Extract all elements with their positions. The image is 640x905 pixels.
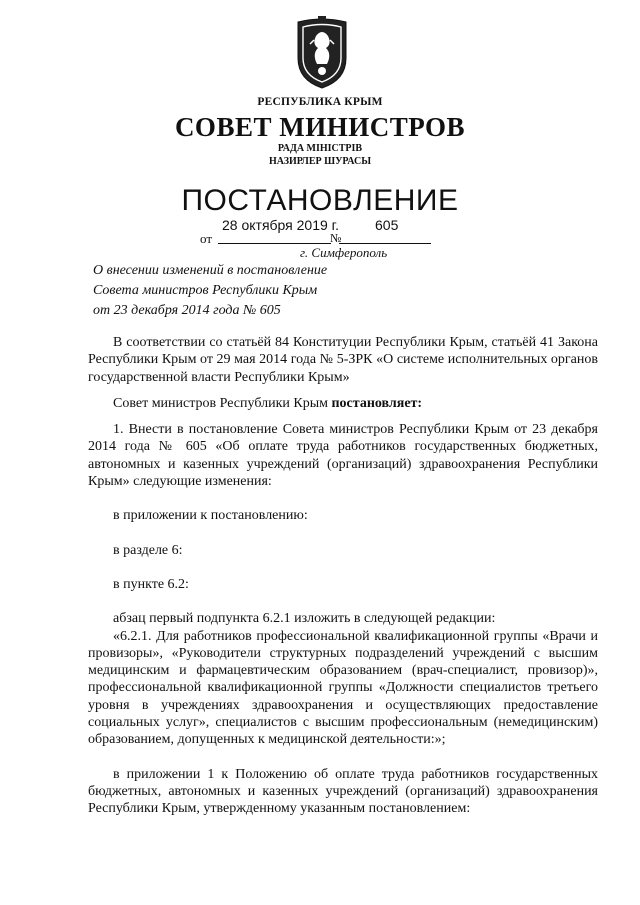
paragraph-appendix-1: в приложении 1 к Положению об оплате труда работников государственных бюджетных, автономных и казенных учреждений (организаций) здравоохранения Республики Крым, утвержденному указанным постановлением: (88, 766, 598, 817)
paragraph-subclause: абзац первый подпункта 6.2.1 изложить в следующей редакции: (113, 611, 496, 627)
subject-line: Совета министров Республики Крым (93, 283, 318, 298)
subject-line: от 23 декабря 2014 года № 605 (93, 303, 281, 318)
city: г. Симферополь (300, 245, 388, 260)
paragraph-annex: в приложении к постановлению: (113, 508, 308, 524)
paragraph-preamble: В соответствии со статьёй 84 Конституции Республики Крым, статьёй 41 Закона Республики Крым от 29 мая 2014 года № 5-ЗРК «О системе исполнительных органов государственной власти Республики Крым» (88, 335, 598, 385)
council-title-crimean-tatar: НАЗИРЛЕР ШУРАСЫ (268, 156, 372, 167)
date-prefix: от (200, 231, 213, 246)
document-body (88, 334, 598, 818)
paragraph-clause: в пункте 6.2: (113, 576, 189, 592)
coat-of-arms-emblem (294, 14, 350, 90)
council-title-ukrainian: РАДА МІНІСТРІВ (277, 143, 363, 154)
subject-line: О внесении изменений в постановление (93, 263, 328, 278)
number-prefix: № (330, 231, 342, 245)
document-subject (93, 261, 327, 321)
document-number: 605 (375, 217, 399, 233)
document-date: 28 октября 2019 г. (222, 217, 339, 233)
date-underline (218, 243, 331, 244)
paragraph-decides (88, 395, 598, 412)
number-underline (339, 243, 431, 244)
paragraph-new-wording: «6.2.1. Для работников профессиональной квалификационной группы «Врачи и провизоры», «Руководители структурных подразделений учреждений с высшим медицинским и фармацевтическим образованием (врач-специалист, провизор)», профессиональной квалификационной группы «Должности специалистов третьего уровня в учреждениях здравоохранения и осуществляющих предоставление социальных услуг», специалистов с высшим профессиональным (немедицинским) образованием, допущенных к медицинской деятельности:»; (88, 628, 598, 748)
council-title: СОВЕТ МИНИСТРОВ (174, 112, 466, 142)
paragraph-section: в разделе 6: (113, 542, 183, 558)
decides-keyword: постановляет: (331, 395, 423, 411)
republic-title: РЕСПУБЛИКА КРЫМ (257, 96, 383, 108)
date-number-line (200, 217, 595, 247)
document-type: ПОСТАНОВЛЕНИЕ (181, 184, 459, 217)
paragraph-item-1: 1. Внести в постановление Совета министров Республики Крым от 23 декабря 2014 года № 605 «Об оплате труда работников государственных бюджетных, автономных и казенных учреждений (организаций) здравоохранения Республики Крым» следующие изменения: (88, 422, 598, 490)
decides-text: Совет министров Республики Крым (113, 395, 332, 411)
